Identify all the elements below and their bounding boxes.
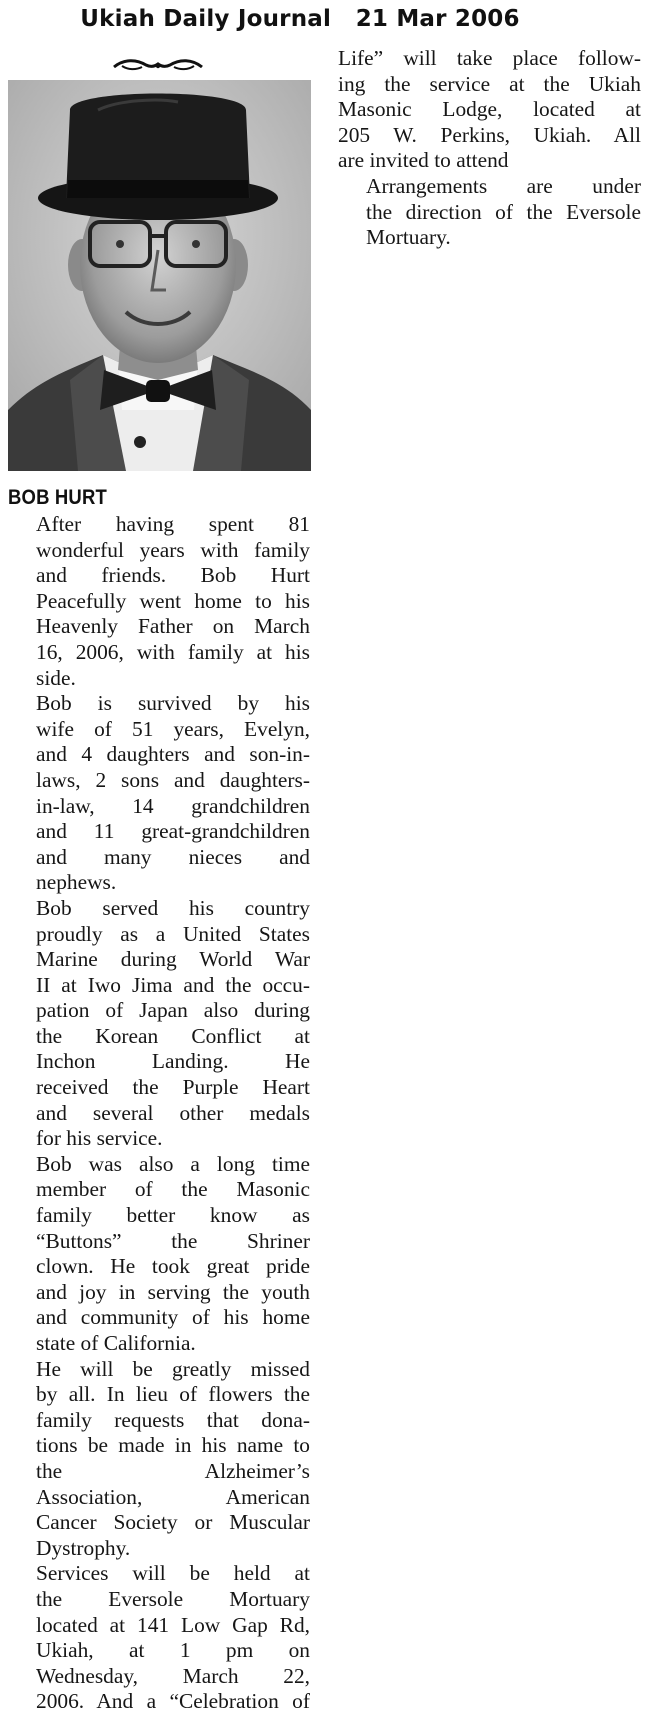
text-line: Mortuary. [366, 225, 451, 250]
text-line: Masonic Lodge, located at [338, 97, 641, 122]
text-line: Bob served his country [36, 895, 310, 920]
text-line: 205 W. Perkins, Ukiah. All [338, 122, 641, 147]
text-line: member of the Masonic [36, 1177, 310, 1202]
text-line: the Korean Conflict at [36, 1023, 310, 1048]
obituary-name: BOB HURT [8, 486, 107, 509]
text-line: Services will be held at [36, 1561, 310, 1586]
text-line: Arrangements are under [366, 173, 641, 198]
text-line: Bob is survived by his [36, 691, 310, 716]
paragraph-service [8, 896, 310, 1152]
text-line: pation of Japan also during [36, 998, 310, 1023]
text-line: are invited to attend [338, 148, 509, 173]
publication-date: 21 Mar 2006 [355, 6, 520, 32]
text-line: Dystrophy. [36, 1535, 131, 1560]
text-line: by all. In lieu of flowers the [36, 1382, 310, 1407]
paragraph-life [8, 512, 310, 691]
text-line: state of California. [36, 1331, 196, 1355]
text-line: Marine during World War [36, 947, 310, 972]
portrait-photo [8, 80, 311, 471]
text-line: Ukiah, at 1 pm on [36, 1638, 310, 1663]
text-line: Association, American [36, 1484, 310, 1509]
text-line: 16, 2006, with family at his [36, 639, 310, 664]
text-line: the Alzheimer’s [36, 1458, 310, 1483]
publication-name: Ukiah Daily Journal [80, 6, 332, 32]
text-line: proudly as a United States [36, 921, 310, 946]
text-line: located at 141 Low Gap Rd, [36, 1612, 310, 1637]
text-line: Inchon Landing. He [36, 1049, 310, 1074]
text-line: the direction of the Eversole [366, 199, 641, 224]
text-line: He will be greatly missed [36, 1356, 310, 1381]
paragraph-arrangements [338, 174, 641, 251]
text-line: clown. He took great pride [36, 1254, 310, 1279]
text-line: Heavenly Father on March [36, 614, 310, 639]
text-line: tions be made in his name to [36, 1433, 310, 1458]
text-line: II at Iwo Jima and the occu- [36, 972, 310, 997]
text-line: for his service. [36, 1126, 163, 1151]
text-line: side. [36, 665, 76, 690]
text-line: “Buttons” the Shriner [36, 1228, 310, 1253]
obituary-text-right-column [338, 46, 641, 251]
obituary-text-left-column [8, 512, 310, 1715]
paragraph-survivors [8, 691, 310, 896]
paragraph-celebration [338, 46, 641, 174]
text-line: Bob was also a long time [36, 1151, 310, 1176]
text-line: Life” will take place follow- [338, 46, 641, 70]
text-line: and friends. Bob Hurt [36, 563, 310, 588]
paragraph-donations [8, 1357, 310, 1562]
text-line: Peacefully went home to his [36, 588, 310, 613]
paragraph-masonic [8, 1152, 310, 1357]
text-line: wife of 51 years, Evelyn, [36, 716, 310, 741]
text-line: and 11 great-grandchildren [36, 819, 310, 844]
text-line: wonderful years with family [36, 537, 310, 562]
text-line: nephews. [36, 870, 117, 895]
text-line: and community of his home [36, 1305, 310, 1330]
text-line: in-law, 14 grandchildren [36, 793, 310, 818]
decorative-flourish-icon [112, 58, 204, 72]
text-line: family better know as [36, 1203, 310, 1228]
text-line: Wednesday, March 22, [36, 1663, 310, 1688]
text-line: family requests that dona- [36, 1407, 310, 1432]
text-line: and 4 daughters and son-in- [36, 742, 310, 767]
text-line: and many nieces and [36, 844, 310, 869]
text-line: and several other medals [36, 1100, 310, 1125]
text-line: and joy in serving the youth [36, 1279, 310, 1304]
text-line: ing the service at the Ukiah [338, 71, 641, 96]
text-line: After having spent 81 [36, 512, 310, 536]
paragraph-services-held [8, 1561, 310, 1715]
masthead [0, 6, 600, 32]
text-line: 2006. And a “Celebration of [36, 1689, 310, 1714]
text-line: the Eversole Mortuary [36, 1586, 310, 1611]
text-line: Cancer Society or Muscular [36, 1510, 310, 1535]
text-line: received the Purple Heart [36, 1075, 310, 1100]
text-line: laws, 2 sons and daughters- [36, 767, 310, 792]
